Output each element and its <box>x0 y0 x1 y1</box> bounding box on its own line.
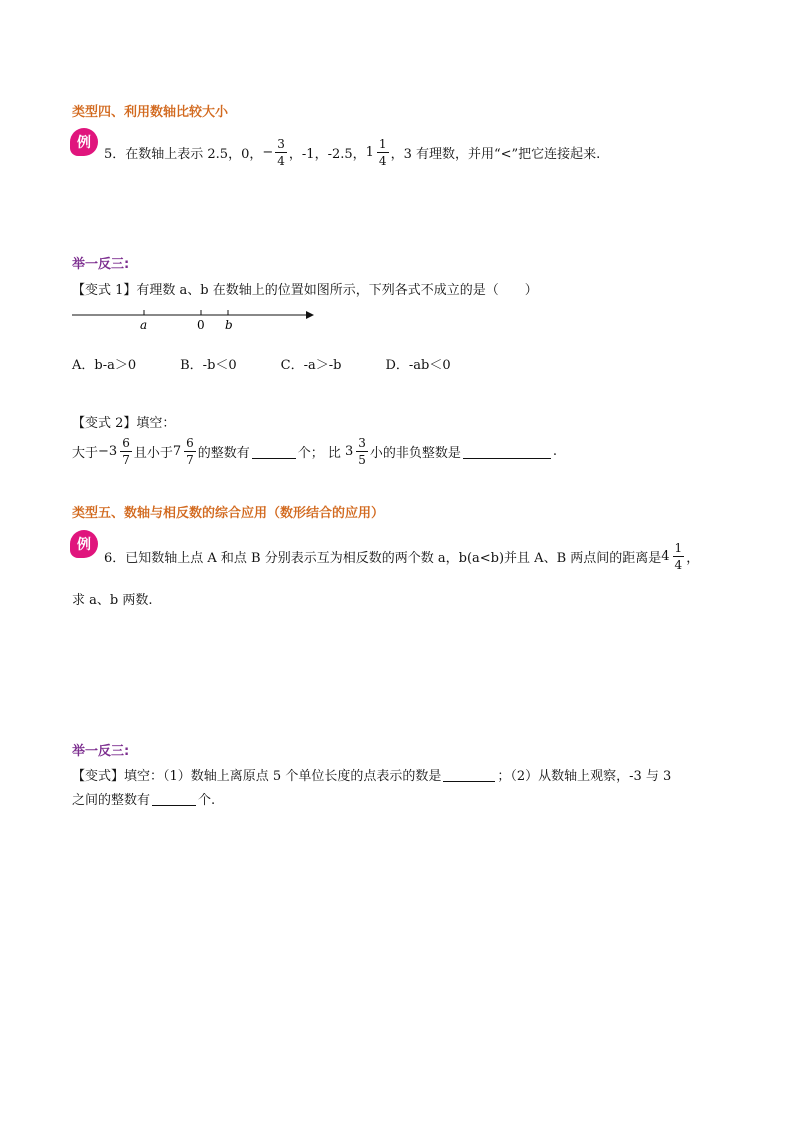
ex5-text1: 5．在数轴上表示 2.5，0， <box>104 147 263 162</box>
option-a: A．b-a＞0 <box>72 358 137 373</box>
v2-m3-whole: 3 <box>344 444 354 459</box>
ex5-text3: ，3 有理数，并用“<”把它连接起来. <box>390 147 601 162</box>
variant-s5-line2 <box>72 789 215 808</box>
v2-m1-sign: − <box>98 444 109 459</box>
blank-4[interactable] <box>152 792 196 806</box>
practice-heading-2: 举一反三: <box>72 744 130 759</box>
v2-t5: 小的非负整数是 <box>369 446 461 461</box>
option-d: D．-ab＜0 <box>385 358 451 373</box>
variant-s5-t2: ；（2）从数轴上观察，-3 与 3 <box>497 769 672 784</box>
example-5 <box>104 138 600 167</box>
section4-heading: 类型四、利用数轴比较大小 <box>72 105 229 120</box>
blank-3[interactable] <box>443 768 495 782</box>
ex6-line2: 求 a、b 两数. <box>72 593 153 608</box>
option-b: B．-b＜0 <box>180 358 237 373</box>
example-badge-2: 例 <box>70 530 98 558</box>
ex6-text2: ， <box>686 551 700 566</box>
variant-2-label: 【变式 2】 <box>72 416 137 431</box>
section5-heading: 类型五、数轴与相反数的综合应用（数形结合的应用） <box>72 506 385 521</box>
v2-m3-fraction: $\frac{3}{5}$ <box>358 436 366 467</box>
number-line <box>70 304 320 334</box>
label-b: b <box>225 318 233 332</box>
v2-m2-whole: 7 <box>172 444 182 459</box>
variant-s5-t4: 个. <box>198 793 216 808</box>
ex5-minus: − <box>262 145 274 160</box>
variant-s5-label: 【变式】 <box>72 769 125 784</box>
v2-t4: 个； 比 <box>297 446 341 461</box>
v2-m2-fraction: $\frac{6}{7}$ <box>186 436 194 467</box>
variant-1-label: 【变式 1】 <box>72 283 137 298</box>
v2-t3: 的整数有 <box>197 446 250 461</box>
variant-s5-t1: 填空：（1）数轴上离原点 5 个单位长度的点表示的数是 <box>124 769 442 784</box>
axis-arrow <box>306 311 314 319</box>
v2-t6: . <box>552 444 558 459</box>
ex5-text2: ，-1，-2.5， <box>288 147 366 162</box>
variant-1-options <box>72 354 495 373</box>
v2-m1-whole: 3 <box>108 444 118 459</box>
example-badge: 例 <box>70 128 98 156</box>
ex6-mixed-fraction: $\frac{1}{4}$ <box>674 541 683 572</box>
v2-m1-fraction: $\frac{6}{7}$ <box>122 436 130 467</box>
variant-1 <box>72 279 538 298</box>
v2-t2: 且小于 <box>133 446 173 461</box>
ex6-text1: 6．已知数轴上点 A 和点 B 分别表示互为相反数的两个数 a，b(a<b)并且 A、B 两点间的距离是 <box>104 551 662 566</box>
variant-1-text: 有理数 a、b 在数轴上的位置如图所示，下列各式不成立的是（ ） <box>136 283 538 298</box>
ex5-fraction: $\frac{3}{4}$ <box>277 137 285 168</box>
ex5-mixed-whole: 1 <box>365 145 374 160</box>
label-a: a <box>140 318 148 332</box>
example-6 <box>104 542 699 571</box>
ex6-mixed-whole: 4 <box>661 549 670 564</box>
option-c: C．-a＞-b <box>280 358 342 373</box>
variant-s5-line1 <box>72 765 671 784</box>
practice-heading: 举一反三: <box>72 257 130 272</box>
blank-1[interactable] <box>252 445 296 459</box>
variant-2-line1: 填空： <box>136 416 176 431</box>
variant-2-body <box>72 437 557 466</box>
v2-t1: 大于 <box>72 446 99 461</box>
variant-2-header <box>72 412 175 431</box>
label-0: 0 <box>197 318 205 332</box>
ex5-mixed-fraction: $\frac{1}{4}$ <box>378 137 387 168</box>
variant-s5-t3: 之间的整数有 <box>72 793 151 808</box>
blank-2[interactable] <box>463 445 551 459</box>
